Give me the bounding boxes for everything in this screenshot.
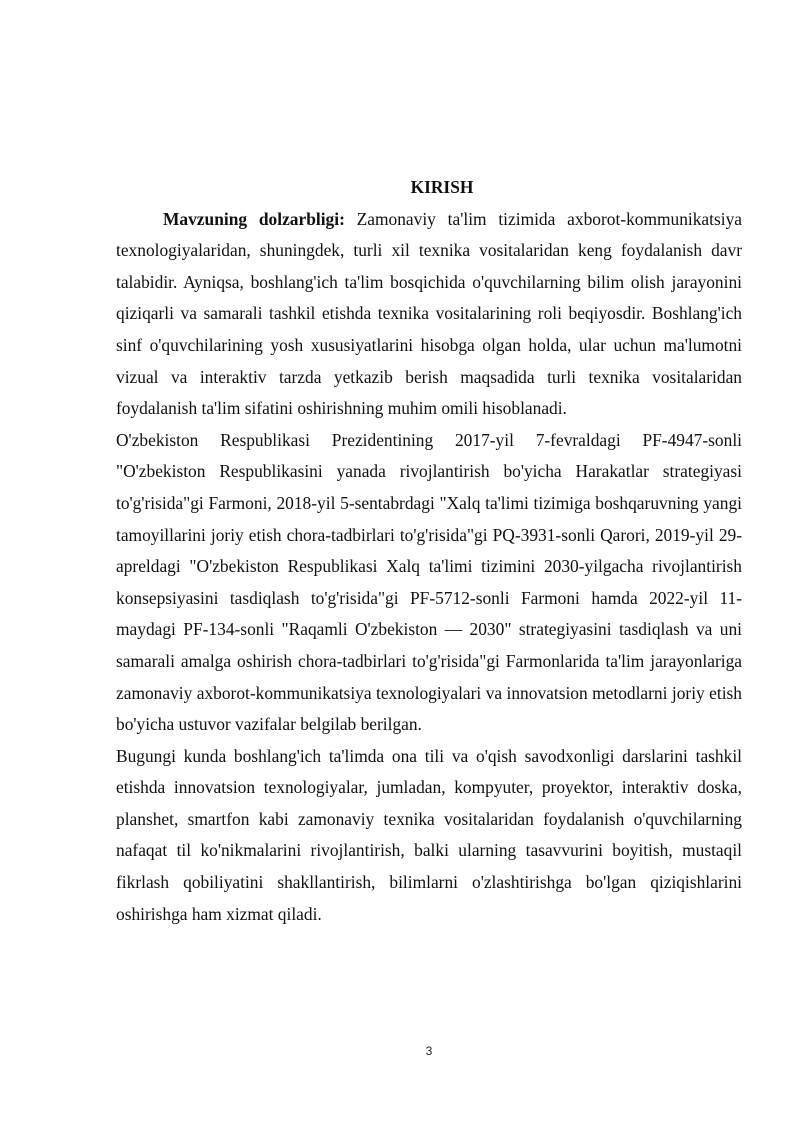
paragraph-technologies: Bugungi kunda boshlang'ich ta'limda ona tili va o'qish savodxonligi darslarini tashkil etishda innovatsion texnologiyalar, jumladan, kompyuter, proyektor, interaktiv doska, planshet, smartfon kabi zamonaviy texnika vositalaridan foydalanish o'quvchilarning nafaqat til ko'nikmalarini rivojlantirish, balki ularning tasavvurini boyitish, mustaqil fikrlash qobiliyatini shakllantirish, bilimlarni o'zlashtirishga bo'lgan qiziqishlarini oshirishga ham xizmat qiladi.: [116, 745, 742, 924]
section-heading: KIRISH: [410, 177, 474, 197]
paragraph-lead: Mavzuning dolzarbligi:: [163, 208, 345, 229]
page-number: 3: [425, 1044, 433, 1058]
page-body: [116, 172, 742, 930]
paragraph-relevance: [116, 204, 742, 425]
paragraph-relevance-text: Zamonaviy ta'lim tizimida axborot-kommunikatsiya texnologiyalaridan, shuningdek, turli xil texnika vositalaridan keng foydalanish davr talabidir. Ayniqsa, boshlang'ich ta'lim bosqichida o'quvchilarning bilim olish jarayonini qiziqarli va samarali tashkil etishda texnika vositalarining roli beqiyosdir. Boshlang'ich sinf o'quvchilarining yosh xususiyatlarini hisobga olgan holda, ular uchun ma'lumotni vizual va interaktiv tarzda yetkazib berish maqsadida turli texnika vositalaridan foydalanish ta'lim sifatini oshirishning muhim omili hisoblanadi.: [116, 208, 742, 419]
paragraph-legislation: O'zbekiston Respublikasi Prezidentining 2017-yil 7-fevraldagi PF-4947-sonli "O'zbekiston Respublikasini yanada rivojlantirish bo'yicha Harakatlar strategiyasi to'g'risida"gi Farmoni, 2018-yil 5-sentabrdagi "Xalq ta'limi tizimiga boshqaruvning yangi tamoyillarini joriy etish chora-tadbirlari to'g'risida"gi PQ-3931-sonli Qarori, 2019-yil 29-apreldagi "O'zbekiston Respublikasi Xalq ta'limi tizimini 2030-yilgacha rivojlantirish konsepsiyasini tasdiqlash to'g'risida"gi PF-5712-sonli Farmoni hamda 2022-yil 11-maydagi PF-134-sonli "Raqamli O'zbekiston — 2030" strategiyasini tasdiqlash va uni samarali amalga oshirish chora-tadbirlari to'g'risida"gi Farmonlarida ta'lim jarayonlariga zamonaviy axborot-kommunikatsiya texnologiyalari va innovatsion metodlarni joriy etish bo'yicha ustuvor vazifalar belgilab berilgan.: [116, 429, 742, 735]
